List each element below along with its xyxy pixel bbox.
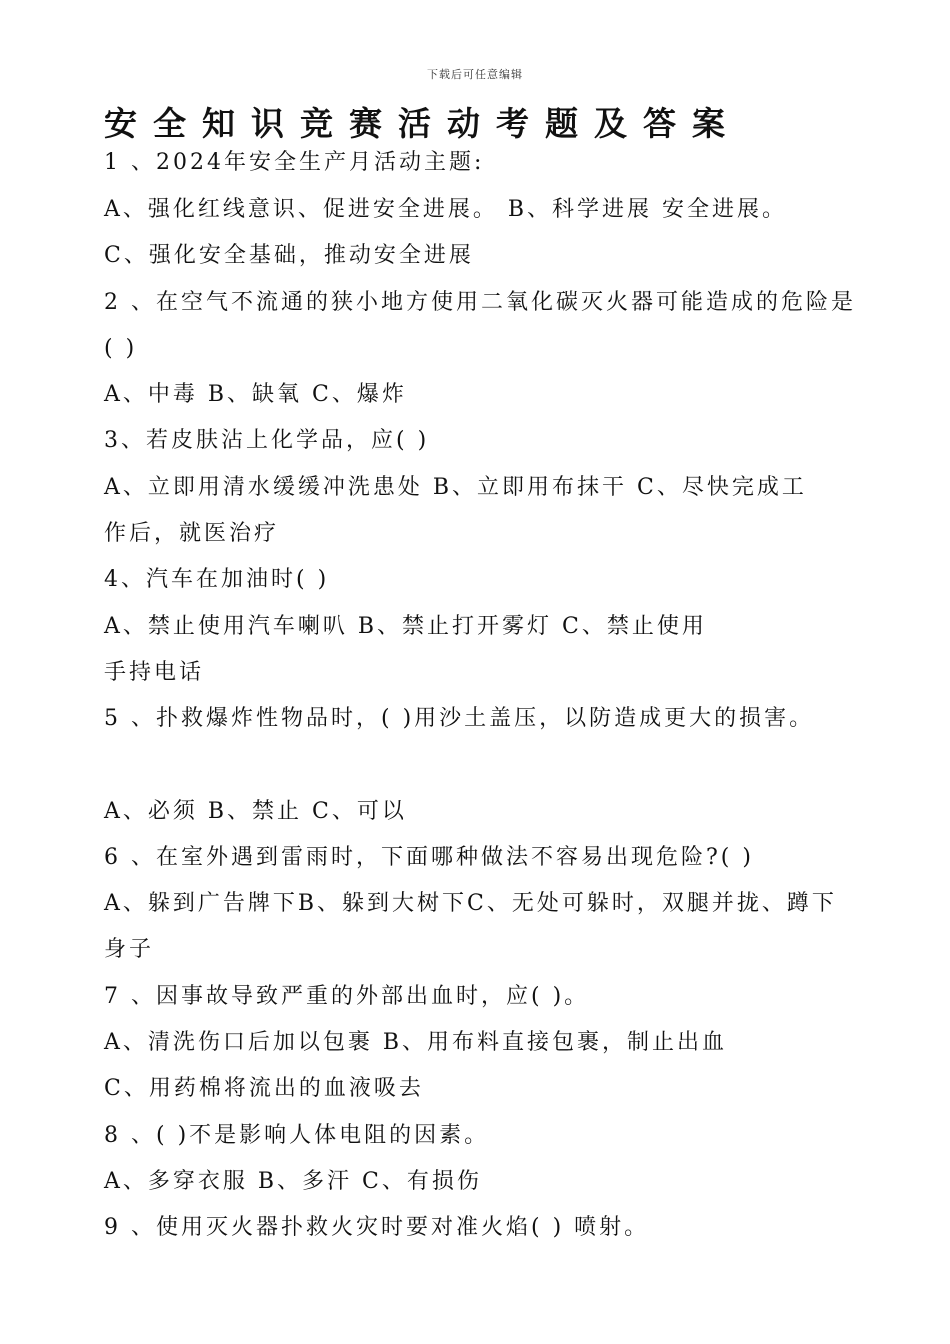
question-5: 5 、扑救爆炸性物品时，( )用沙土盖压，以防造成更大的损害。: [104, 706, 815, 731]
question-6: 6 、在室外遇到雷雨时，下面哪种做法不容易出现危险?( ): [104, 845, 754, 870]
question-2-blank: ( ): [104, 336, 138, 361]
question-3: 3、若皮肤沾上化学品，应( ): [104, 428, 430, 453]
question-1-options-ab: A、强化红线意识、促进安全进展。 B、科学进展 安全进展。: [104, 197, 788, 222]
question-8-options: A、多穿衣服 B、多汗 C、有损伤: [104, 1169, 482, 1194]
question-8: 8 、( )不是影响人体电阻的因素。: [104, 1123, 490, 1148]
question-4-options-cont: 手持电话: [104, 660, 205, 685]
question-7: 7 、因事故导致严重的外部出血时，应( )。: [104, 984, 590, 1009]
question-5-options: A、必须 B、禁止 C、可以: [104, 799, 407, 824]
question-4-options: A、禁止使用汽车喇叭 B、禁止打开雾灯 C、禁止使用: [104, 614, 707, 639]
question-7-option-c: C、用药棉将流出的血液吸去: [104, 1076, 424, 1101]
question-2: 2 、在空气不流通的狭小地方使用二氧化碳灭火器可能造成的危险是: [104, 290, 856, 315]
question-1: 1 、2024年安全生产月活动主题:: [104, 150, 485, 175]
question-4: 4、汽车在加油时( ): [104, 567, 330, 592]
page-header: 下载后可任意编辑: [427, 68, 523, 81]
question-3-options: A、立即用清水缓缓冲洗患处 B、立即用布抹干 C、尽快完成工: [104, 475, 807, 500]
question-2-options: A、中毒 B、缺氧 C、爆炸: [104, 382, 407, 407]
question-6-options-cont: 身子: [104, 937, 155, 962]
question-9: 9 、使用灭火器扑救火灾时要对准火焰( ) 喷射。: [104, 1215, 650, 1240]
question-3-options-cont: 作后，就医治疗: [104, 521, 280, 546]
question-1-option-c: C、强化安全基础，推动安全进展: [104, 243, 474, 268]
question-6-options: A、躲到广告牌下B、躲到大树下C、无处可躲时，双腿并拢、蹲下: [104, 891, 837, 916]
document-title: 安全知识竞赛活动考题及答案: [104, 104, 741, 143]
question-7-options-ab: A、清洗伤口后加以包裹 B、用布料直接包裹，制止出血: [104, 1030, 728, 1055]
